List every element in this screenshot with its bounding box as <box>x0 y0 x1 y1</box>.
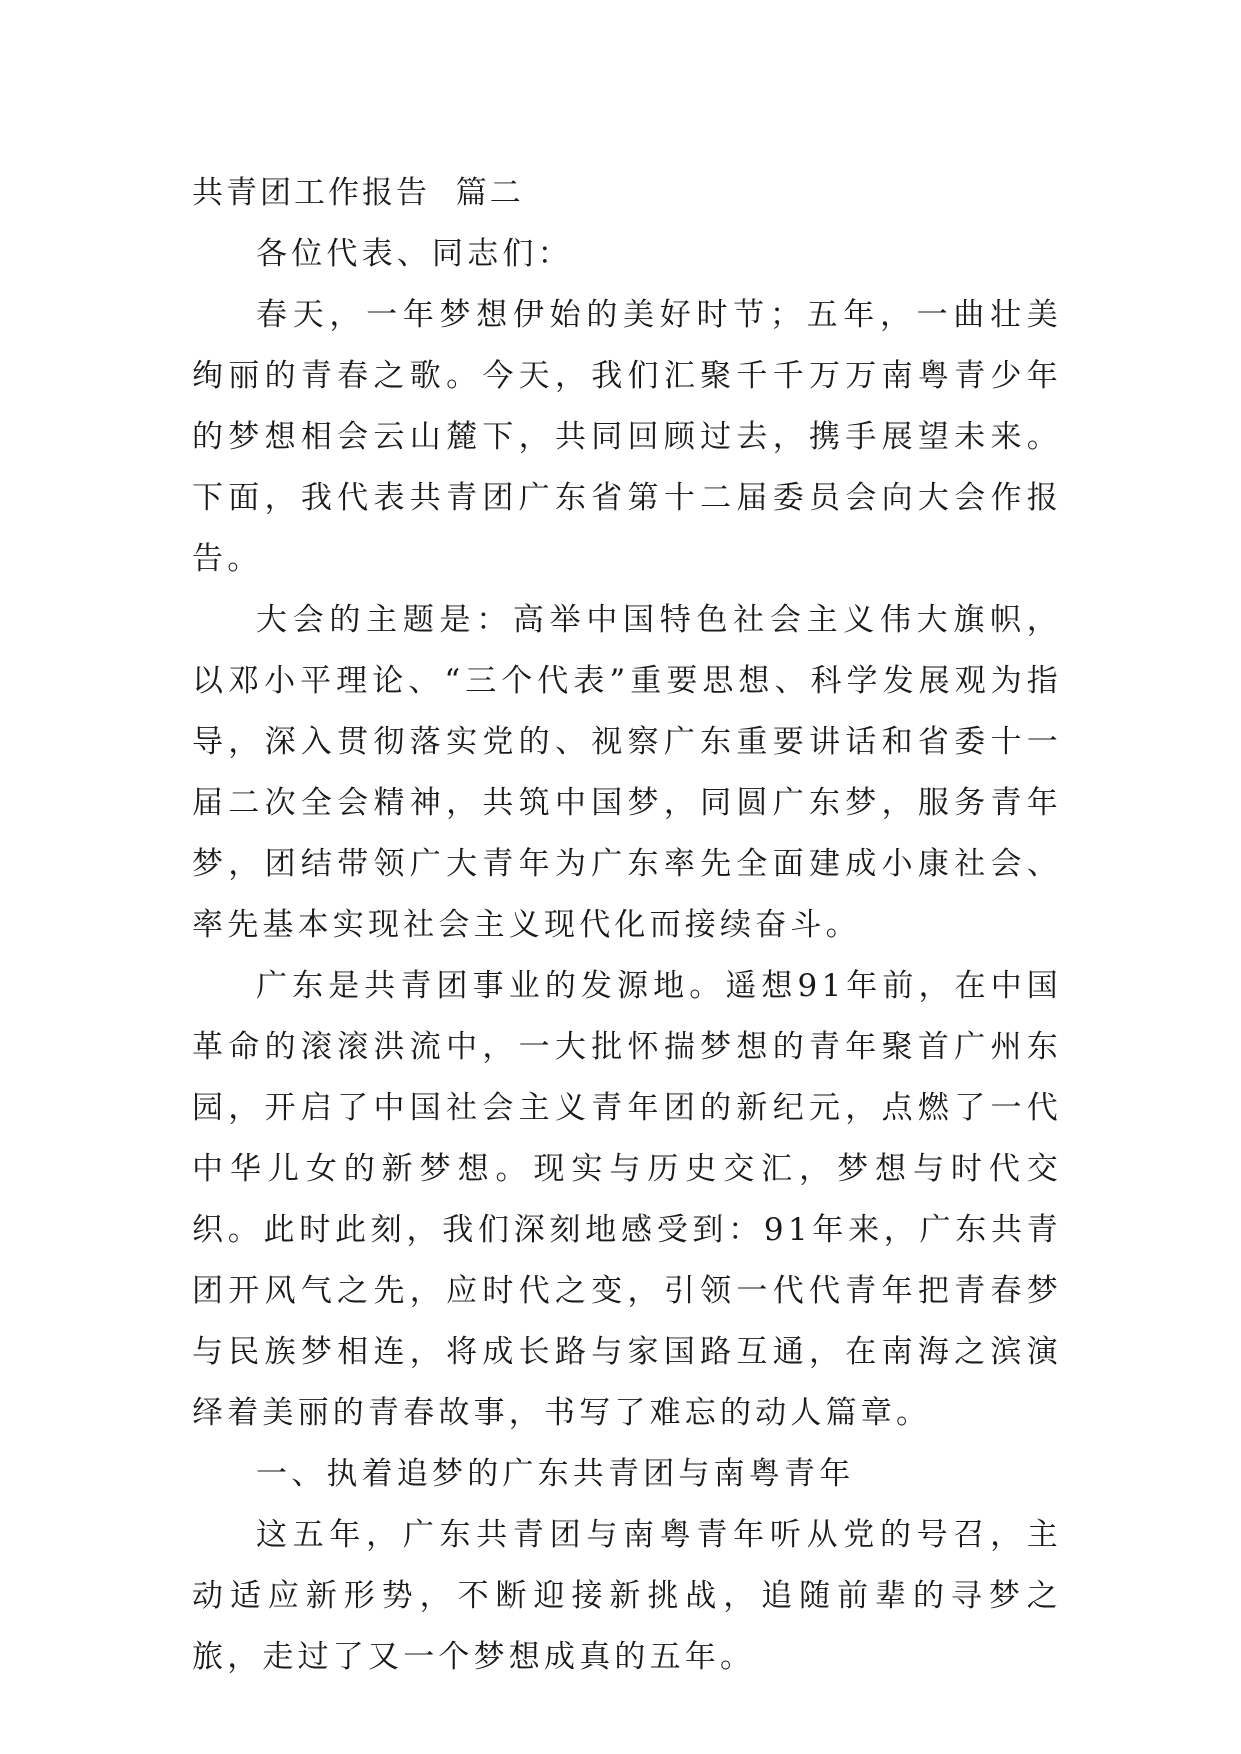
paragraph-five-years: 这五年，广东共青团与南粤青年听从党的号召，主动适应新形势，不断迎接新挑战，追随前辈的寻梦之旅，走过了又一个梦想成真的五年。 <box>192 1517 1062 1675</box>
document-page <box>192 163 1062 1688</box>
paragraph-opening: 春天，一年梦想伊始的美好时节；五年，一曲壮美绚丽的青春之歌。今天，我们汇聚千千万万南粤青少年的梦想相会云山麓下，共同回顾过去，携手展望未来。下面，我代表共青团广东省第十二届委员会向大会作报告。 <box>192 297 1062 577</box>
paragraph-greeting: 各位代表、同志们： <box>256 236 573 272</box>
document-title: 共青团工作报告 篇二 <box>192 175 524 211</box>
paragraph-history: 广东是共青团事业的发源地。遥想91年前，在中国革命的滚滚洪流中，一大批怀揣梦想的青年聚首广州东园，开启了中国社会主义青年团的新纪元，点燃了一代中华儿女的新梦想。现实与历史交汇，梦想与时代交织。此时此刻，我们深刻地感受到：91年来，广东共青团开风气之先，应时代之变，引领一代代青年把青春梦与民族梦相连，将成长路与家国路互通，在南海之滨演绎着美丽的青春故事，书写了难忘的动人篇章。 <box>192 968 1062 1431</box>
section-heading: 一、执着追梦的广东共青团与南粤青年 <box>256 1456 855 1492</box>
paragraph-theme: 大会的主题是：高举中国特色社会主义伟大旗帜，以邓小平理论、“三个代表”重要思想、科学发展观为指导，深入贯彻落实党的、视察广东重要讲话和省委十一届二次全会精神，共筑中国梦，同圆广东梦，服务青年梦，团结带领广大青年为广东率先全面建成小康社会、率先基本实现社会主义现代化而接续奋斗。 <box>192 602 1062 943</box>
